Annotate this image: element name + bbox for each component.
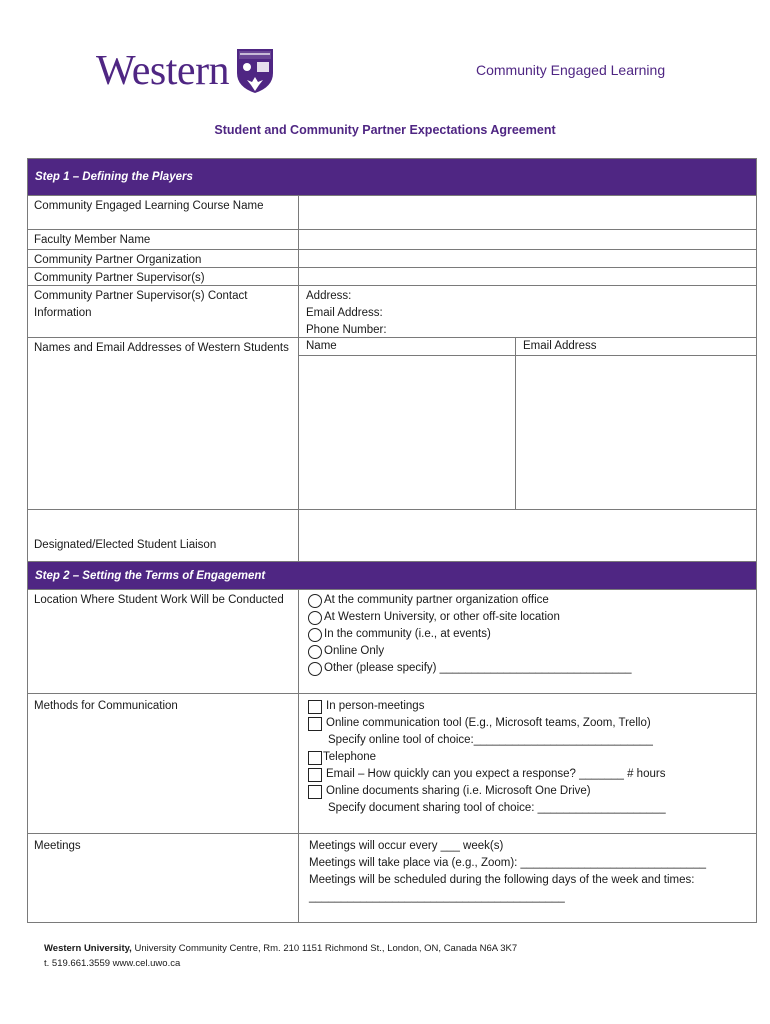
contact-label: Community Partner Supervisor(s) Contact Information <box>28 286 299 337</box>
checkbox-icon[interactable] <box>308 768 322 782</box>
organization-label: Community Partner Organization <box>28 250 299 267</box>
liaison-label <box>28 510 299 561</box>
students-emails-field[interactable] <box>516 356 756 509</box>
location-option-label: In the community (i.e., at events) <box>324 628 491 640</box>
crest-icon <box>235 47 275 95</box>
location-option-label: At Western University, or other off-site location <box>324 611 560 623</box>
contact-field[interactable] <box>299 286 756 337</box>
step1-heading: Step 1 – Defining the Players <box>35 171 193 183</box>
step2-header <box>28 561 756 589</box>
communication-options <box>299 694 756 833</box>
logo-wordmark: Western <box>96 48 230 94</box>
course-name-label: Community Engaged Learning Course Name <box>28 196 299 229</box>
communication-option[interactable] <box>308 715 749 732</box>
supervisor-field[interactable] <box>299 268 756 285</box>
radio-button-icon[interactable] <box>308 611 322 625</box>
contact-email-line: Email Address: <box>306 307 383 319</box>
contact-address-line: Address: <box>306 290 352 302</box>
row-supervisor <box>28 267 756 285</box>
row-location <box>28 589 756 693</box>
meetings-line: Meetings will take place via (e.g., Zoom): _____________________________ <box>309 857 707 869</box>
row-contact <box>28 285 756 337</box>
students-label: Names and Email Addresses of Western Students <box>28 338 299 509</box>
students-names-field[interactable] <box>299 356 516 509</box>
agreement-form <box>27 158 757 923</box>
checkbox-icon[interactable] <box>308 785 322 799</box>
checkbox-icon[interactable] <box>308 751 322 765</box>
students-table-header <box>299 338 756 356</box>
location-option[interactable] <box>308 609 749 626</box>
document-title: Student and Community Partner Expectations Agreement <box>214 123 556 137</box>
row-course-name <box>28 195 756 229</box>
students-col-email: Email Address <box>523 340 597 352</box>
step2-heading: Step 2 – Setting the Terms of Engagement <box>35 569 266 582</box>
row-faculty <box>28 229 756 249</box>
location-option-label: Other (please specify) ______________________________ <box>324 662 632 674</box>
row-liaison <box>28 509 756 561</box>
meetings-line: Meetings will occur every ___ week(s) <box>309 840 504 852</box>
western-logo <box>96 44 275 98</box>
communication-specify-line[interactable] <box>308 800 749 817</box>
row-communication <box>28 693 756 833</box>
checkbox-icon[interactable] <box>308 700 322 714</box>
liaison-label-text: Designated/Elected Student Liaison <box>34 539 217 551</box>
communication-specify-text: Specify document sharing tool of choice: ____________________ <box>328 802 666 814</box>
meetings-line: ________________________________________ <box>309 891 565 903</box>
communication-option[interactable] <box>308 749 749 766</box>
footer-address: University Community Centre, Rm. 210 1151 Richmond St., London, ON, Canada N6A 3K7 <box>131 943 518 954</box>
communication-option-label: In person-meetings <box>326 700 425 712</box>
faculty-label: Faculty Member Name <box>28 230 299 249</box>
contact-phone-line: Phone Number: <box>306 324 387 336</box>
students-table-body <box>299 356 756 509</box>
row-organization <box>28 249 756 267</box>
communication-option-label: Online communication tool (E.g., Microsoft teams, Zoom, Trello) <box>326 717 651 729</box>
communication-option[interactable] <box>308 783 749 800</box>
organization-field[interactable] <box>299 250 756 267</box>
step1-header <box>28 159 756 195</box>
location-option[interactable] <box>308 626 749 643</box>
footer-contact: t. 519.661.3559 www.cel.uwo.ca <box>44 958 181 969</box>
meetings-field[interactable] <box>299 834 756 922</box>
faculty-field[interactable] <box>299 230 756 249</box>
location-options <box>299 590 756 693</box>
radio-button-icon[interactable] <box>308 594 322 608</box>
location-option-label: Online Only <box>324 645 385 657</box>
checkbox-icon[interactable] <box>308 717 322 731</box>
footer-institution: Western University, <box>44 943 132 954</box>
communication-option-label: Online documents sharing (i.e. Microsoft One Drive) <box>326 785 591 797</box>
program-name: Community Engaged Learning <box>476 62 666 78</box>
location-option[interactable] <box>308 660 749 677</box>
footer-address-line <box>44 941 517 956</box>
communication-specify-text: Specify online tool of choice:____________________________ <box>328 734 653 746</box>
location-option[interactable] <box>308 643 749 660</box>
page-footer <box>44 941 517 971</box>
communication-option[interactable] <box>308 698 749 715</box>
location-option[interactable] <box>308 592 749 609</box>
radio-button-icon[interactable] <box>308 628 322 642</box>
row-meetings <box>28 833 756 922</box>
liaison-field[interactable] <box>299 510 756 561</box>
communication-specify-line[interactable] <box>308 732 749 749</box>
location-label: Location Where Student Work Will be Conducted <box>28 590 299 693</box>
location-option-label: At the community partner organization office <box>324 594 549 606</box>
meetings-label: Meetings <box>28 834 299 922</box>
row-students <box>28 337 756 509</box>
meetings-line: Meetings will be scheduled during the following days of the week and times: <box>309 874 695 886</box>
communication-option-label: Telephone <box>323 751 377 763</box>
communication-option-label: Email – How quickly can you expect a response? _______ # hours <box>326 768 666 780</box>
radio-button-icon[interactable] <box>308 662 322 676</box>
course-name-field[interactable] <box>299 196 756 229</box>
students-col-name: Name <box>299 338 516 355</box>
students-table <box>299 338 756 509</box>
radio-button-icon[interactable] <box>308 645 322 659</box>
supervisor-label: Community Partner Supervisor(s) <box>28 268 299 285</box>
communication-option[interactable] <box>308 766 749 783</box>
communication-label: Methods for Communication <box>28 694 299 833</box>
